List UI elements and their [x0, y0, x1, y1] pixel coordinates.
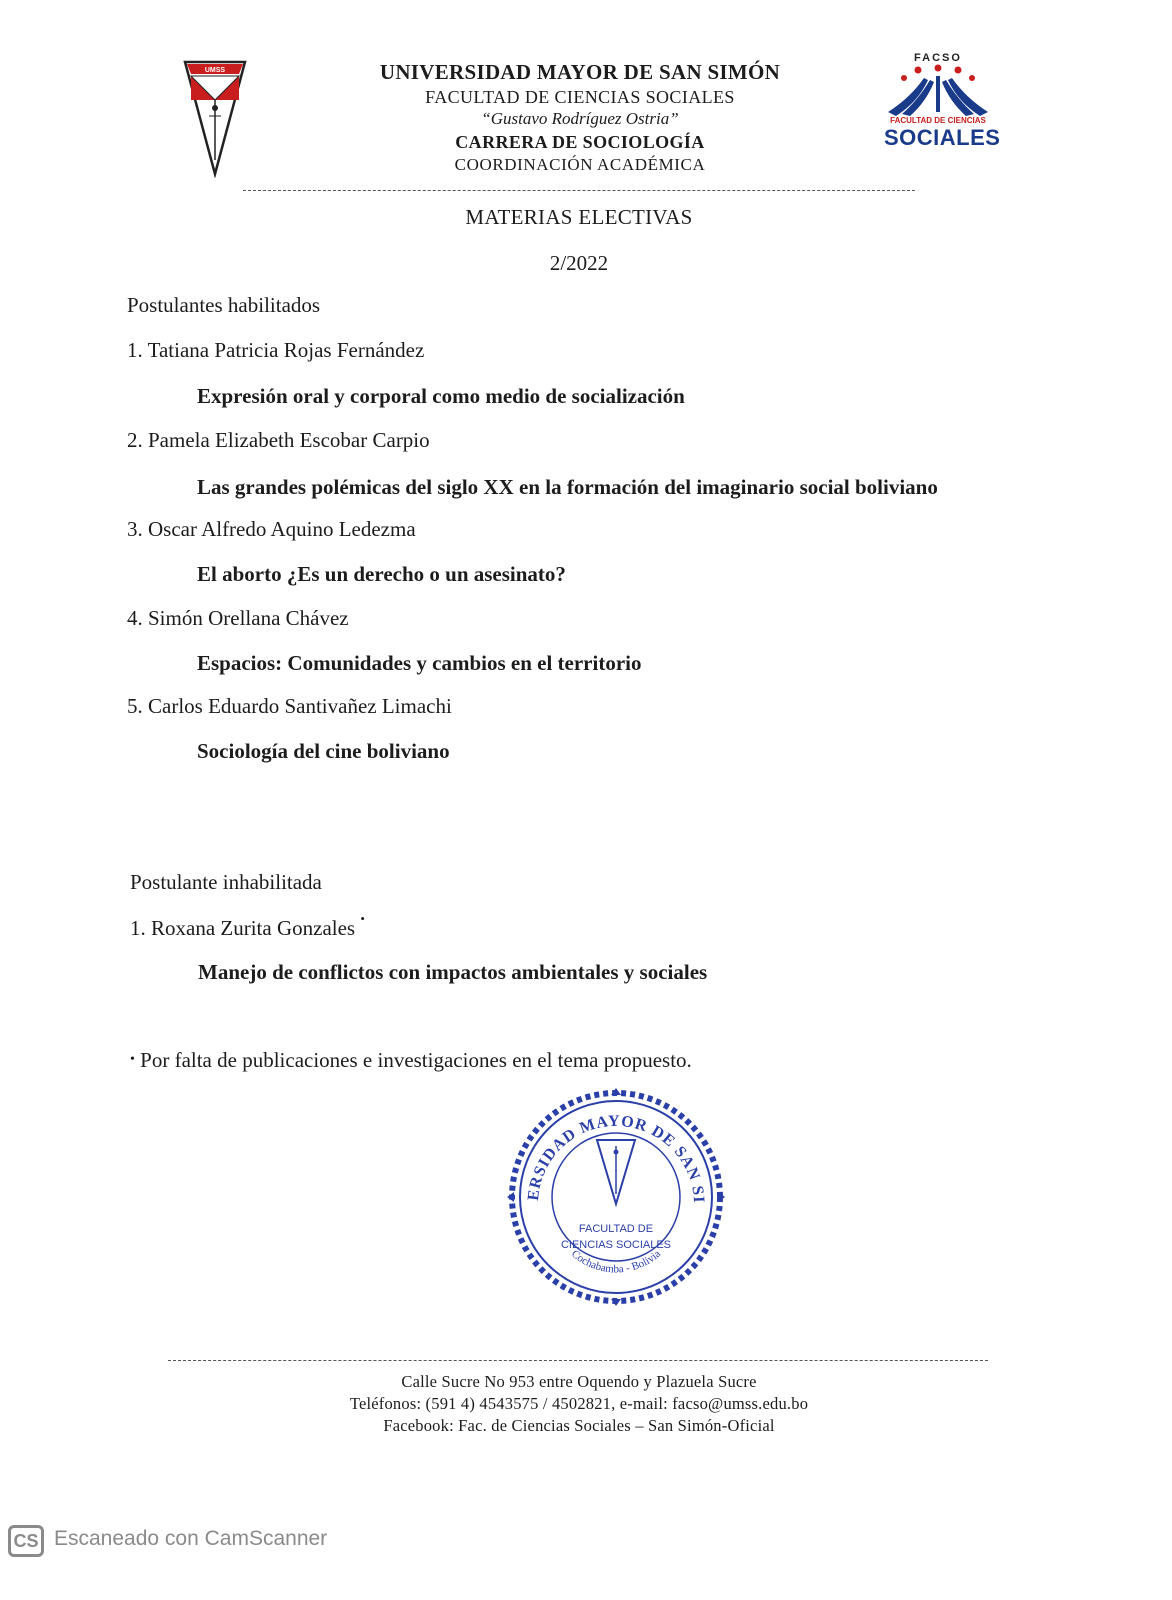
candidate-subject: Espacios: Comunidades y cambios en el territorio: [197, 651, 642, 675]
candidate-name-text: 1. Roxana Zurita Gonzales: [130, 916, 356, 940]
seal-bottom-text: Cochabamba - Bolivia: [568, 1247, 664, 1276]
enabled-section-heading: Postulantes habilitados: [127, 293, 321, 317]
facso-logo-subtitle: FACULTAD DE CIENCIAS: [890, 116, 986, 125]
candidate-name-disabled: [130, 911, 365, 941]
document-period: 2/2022: [549, 251, 609, 275]
footer-divider: [168, 1360, 988, 1361]
seal-center-line1: FACULTAD DE: [578, 1223, 654, 1235]
faculty-name: FACULTAD DE CIENCIAS SOCIALES: [425, 87, 735, 107]
faculty-seal-stamp: [505, 1086, 727, 1308]
footer-facebook: Facebook: Fac. de Ciencias Sociales – San Simón-Oficial: [383, 1416, 775, 1435]
candidate-subject: Manejo de conflictos con impactos ambientales y sociales: [198, 960, 708, 984]
document-title: MATERIAS ELECTIVAS: [465, 205, 693, 229]
candidate-subject: Sociología del cine boliviano: [197, 739, 450, 763]
facso-logo: [884, 52, 1001, 152]
facso-logo-top-text: FACSO: [914, 52, 962, 64]
letterhead: [300, 58, 860, 176]
umss-logo: [183, 60, 247, 178]
candidate-subject: Expresión oral y corporal como medio de socialización: [197, 384, 685, 408]
university-name: UNIVERSIDAD MAYOR DE SAN SIMÓN: [379, 60, 781, 84]
candidate-name: 4. Simón Orellana Chávez: [127, 606, 349, 630]
footnote: [130, 1048, 692, 1073]
facso-logo-main-text: SOCIALES: [884, 125, 1001, 150]
candidate-name: 5. Carlos Eduardo Santivañez Limachi: [127, 694, 452, 718]
candidate-name: 1. Tatiana Patricia Rojas Fernández: [127, 338, 425, 362]
footnote-text: Por falta de publicaciones e investigaciones en el tema propuesto.: [140, 1048, 692, 1072]
footnote-bullet: •: [130, 1052, 135, 1067]
career-name: CARRERA DE SOCIOLOGÍA: [455, 132, 705, 152]
camscanner-watermark: Escaneado con CamScanner: [54, 1527, 328, 1550]
institute-name: “Gustavo Rodríguez Ostria”: [481, 109, 679, 128]
footer-address: Calle Sucre No 953 entre Oquendo y Plazuela Sucre: [401, 1372, 757, 1391]
footnote-marker: •: [360, 911, 365, 926]
footer-contact: Teléfonos: (591 4) 4543575 / 4502821, e-mail: facso@umss.edu.bo: [349, 1394, 809, 1413]
coordination-name: COORDINACIÓN ACADÉMICA: [454, 155, 706, 174]
camscanner-logo-icon: CS: [8, 1525, 44, 1557]
header-divider: [243, 190, 915, 191]
seal-center-line2: CIENCIAS SOCIALES: [560, 1239, 672, 1251]
candidate-name: 3. Oscar Alfredo Aquino Ledezma: [127, 517, 416, 541]
candidate-subject: El aborto ¿Es un derecho o un asesinato?: [197, 562, 566, 586]
seal-ring-text: ERSIDAD MAYOR DE SAN SI: [524, 1112, 708, 1204]
candidate-name: 2. Pamela Elizabeth Escobar Carpio: [127, 428, 430, 452]
umss-logo-text: UMSS: [204, 67, 226, 74]
disabled-section-heading: Postulante inhabilitada: [130, 870, 322, 894]
candidate-subject: Las grandes polémicas del siglo XX en la formación del imaginario social boliviano: [197, 475, 938, 499]
